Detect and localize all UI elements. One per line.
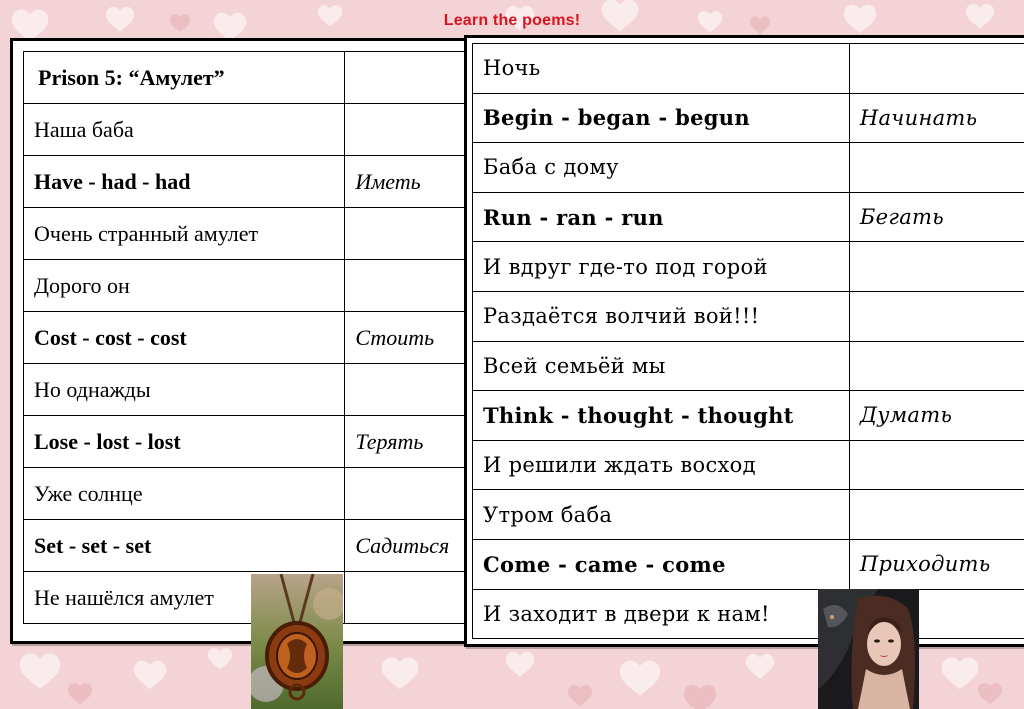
poem-line: И заходит в двери к нам! <box>473 589 850 639</box>
translation-cell <box>345 364 475 416</box>
table-row <box>24 52 475 104</box>
poem-line: Всей семьёй мы <box>473 341 850 391</box>
verb-forms: Run - ran - run <box>473 192 850 242</box>
table-row <box>24 520 475 572</box>
table-row <box>473 490 1024 540</box>
girl-with-wolf-photo <box>818 589 919 709</box>
translation-cell <box>849 341 1024 391</box>
poem-line: Утром баба <box>473 490 850 540</box>
translation-cell: Думать <box>849 391 1024 441</box>
poem-line: И решили ждать восход <box>473 440 850 490</box>
verb-forms: Set - set - set <box>24 520 345 572</box>
right-poem-table <box>472 43 1024 639</box>
verb-forms: Have - had - had <box>24 156 345 208</box>
translation-cell: Приходить <box>849 539 1024 589</box>
poem-title: Prison 5: “Амулет” <box>24 52 345 104</box>
translation-cell <box>849 291 1024 341</box>
verb-forms: Think - thought - thought <box>473 391 850 441</box>
translation-cell: Стоить <box>345 312 475 364</box>
translation-cell: Начинать <box>849 93 1024 143</box>
poem-line: Но однажды <box>24 364 345 416</box>
table-row <box>473 341 1024 391</box>
table-row <box>24 260 475 312</box>
poem-line: Очень странный амулет <box>24 208 345 260</box>
translation-cell <box>345 104 475 156</box>
table-row <box>24 572 475 624</box>
table-row <box>24 468 475 520</box>
right-poem-panel <box>464 35 1024 647</box>
translation-cell <box>345 572 475 624</box>
translation-cell: Бегать <box>849 192 1024 242</box>
table-row <box>473 44 1024 94</box>
poem-line: Уже солнце <box>24 468 345 520</box>
banner-title: Learn the poems! <box>443 12 581 29</box>
table-row <box>473 93 1024 143</box>
translation-cell <box>849 440 1024 490</box>
translation-cell: Иметь <box>345 156 475 208</box>
translation-cell <box>345 208 475 260</box>
table-row <box>24 416 475 468</box>
translation-cell <box>345 52 475 104</box>
poem-line: И вдруг где-то под горой <box>473 242 850 292</box>
table-row <box>24 364 475 416</box>
table-row <box>473 589 1024 639</box>
verb-forms: Lose - lost - lost <box>24 416 345 468</box>
poem-line: Баба с дому <box>473 143 850 193</box>
translation-cell: Садиться <box>345 520 475 572</box>
verb-forms: Cost - cost - cost <box>24 312 345 364</box>
poem-line: Не нашёлся амулет <box>24 572 345 624</box>
poem-line: Наша баба <box>24 104 345 156</box>
left-poem-panel <box>10 38 478 644</box>
table-row <box>473 539 1024 589</box>
translation-cell: Терять <box>345 416 475 468</box>
table-row <box>24 208 475 260</box>
table-row <box>24 156 475 208</box>
left-poem-table <box>23 51 475 624</box>
table-row <box>24 104 475 156</box>
verb-forms: Begin - began - begun <box>473 93 850 143</box>
table-row <box>473 143 1024 193</box>
translation-cell <box>345 260 475 312</box>
poem-line: Раздаётся волчий вой!!! <box>473 291 850 341</box>
translation-cell <box>849 143 1024 193</box>
poem-line: Ночь <box>473 44 850 94</box>
poem-line: Дорого он <box>24 260 345 312</box>
translation-cell <box>849 242 1024 292</box>
table-row <box>24 312 475 364</box>
table-row <box>473 391 1024 441</box>
table-row <box>473 192 1024 242</box>
table-row <box>473 242 1024 292</box>
table-row <box>473 440 1024 490</box>
translation-cell <box>849 490 1024 540</box>
translation-cell <box>345 468 475 520</box>
translation-cell <box>849 44 1024 94</box>
table-row <box>473 291 1024 341</box>
verb-forms: Come - came - come <box>473 539 850 589</box>
amulet-photo <box>251 574 343 709</box>
